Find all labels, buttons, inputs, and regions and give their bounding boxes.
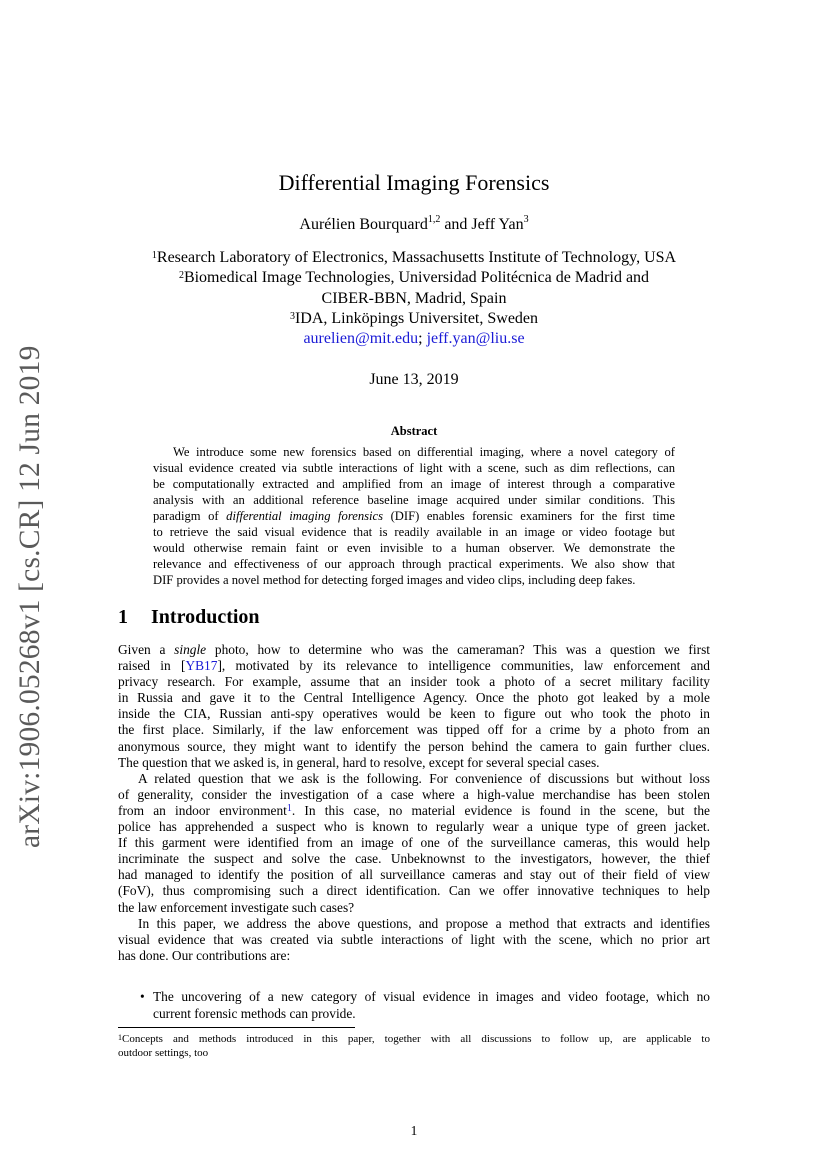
text-run: (DIF) enables forensic examiners for the first time [383,509,675,523]
abstract-line: to retrieve the said visual evidence that is readily available in an image or video footage but [153,525,675,539]
bullet-line: The uncovering of a new category of visual evidence in images and video footage, which no [153,989,710,1004]
body-line: incriminate the suspect and solve the case. Unbeknownst to the investigators, however, the thief [118,851,710,867]
affiliation-line: Biomedical Image Technologies, Universidad Politécnica de Madrid and [183,269,650,287]
affiliation-line: Research Laboratory of Electronics, Massachusetts Institute of Technology, USA [156,249,677,266]
affiliation-mark: 1 [151,250,157,261]
emphasis: differential imaging forensics [226,509,384,523]
bullet-icon: • [140,989,145,1004]
abstract-line: We introduce some new forensics based on differential imaging, where a novel category of [173,445,675,459]
body-line: visual evidence that was created via subtle interactions of light with the scene, which no prior art [118,931,710,947]
abstract-line: DIF provides a novel method for detecting forged images and video clips, including deep fakes. [153,573,636,587]
affiliation-mark: 2 [178,270,184,282]
text-run: Concepts and methods introduced in this paper, together with all discussions to follow up, are applicable to [122,1033,710,1045]
text-run: paradigm of [153,509,227,523]
affiliation-mark: 3 [289,310,295,322]
body-line: in Russia and gave it to the Central Intelligence Agency. Once the photo got leaked by a mole [118,690,710,706]
text-run: from an indoor environment [118,802,287,818]
emphasis: single [174,642,207,657]
body-line: anonymous source, they might want to identify the person behind the camera to gain further clues. [118,738,710,754]
body-line: In this paper, we address the above questions, and propose a method that extracts and identifies [138,915,710,931]
body-line: A related question that we ask is the following. For convenience of discussions but without loss [138,770,710,786]
body-line: has done. Our contributions are: [118,947,291,963]
body-line: (FoV), thus compromising such a direct identification. Can we offer innovative techniques to help [118,883,710,899]
text-run: photo, how to determine who was the cameraman? This was a question we first [206,642,710,657]
bullet-line: current forensic methods can provide. [153,1006,356,1021]
footnote-mark[interactable]: 1 [286,802,292,814]
text-run: raised in [ [118,658,186,674]
footnote-line: outdoor settings, too [118,1047,209,1059]
abstract-line: visual evidence created via subtle interactions of light with a scene, such as dim reflections, can [153,461,675,475]
abstract-line [153,508,675,524]
page-number: 1 [410,1123,418,1138]
abstract-line: analysis with an additional reference baseline image acquired under similar conditions. This [153,493,675,507]
body-line: The question that we asked is, in general, hard to resolve, except for several special cases. [118,754,600,770]
text-run: ], motivated by its relevance to intelligence communities, law enforcement and [217,658,710,674]
body-line: privacy research. For example, assume that an insider took a photo of a secret military facility [118,674,710,690]
section-heading [118,606,260,629]
body-line: If this garment were identified from an image of one of the surveillance cameras, this would help [118,835,710,851]
footnote-line [118,1032,710,1046]
abstract-heading: Abstract [390,424,438,438]
body-line: had managed to identify the position of all surveillance cameras and stay out of their field of view [118,867,710,883]
affiliations [118,248,710,349]
section-number: 1 [118,606,128,628]
body-line [118,658,710,674]
body-line [118,642,710,658]
abstract-line: be computationally extracted and amplified from an image of interest through a comparative [153,477,675,491]
body-line [118,803,710,819]
abstract-line: relevance and effectiveness of our approach through practical experiments. We also show that [153,557,675,571]
body-line: police has apprehended a suspect who is known to regularly wear a unique type of green jacket. [118,819,710,835]
author-line [118,216,710,234]
author-affiliation-mark: 1,2 [427,214,441,225]
abstract-line: would otherwise remain faint or even invisible to a human observer. We demonstrate the [153,541,675,555]
email-separator: ; [418,330,427,348]
author-name: Aurélien Bourquard [299,216,428,233]
body-line: the law enforcement investigate such cases? [118,899,355,915]
intro-body [118,642,710,964]
paper-date: June 13, 2019 [369,371,459,388]
section-title: Introduction [151,606,260,628]
paper-title: Differential Imaging Forensics [278,170,550,195]
text-run: Given a [118,642,175,657]
body-line: of generality, consider the investigation of a case where a high-value merchandise has been stolen [118,786,710,802]
body-line: the first place. Similarly, if the law enforcement was tipped off for a crime by a photo from an [118,722,710,738]
text-run: . In this case, no material evidence is found in the scene, but the [291,802,710,818]
affiliation-line: IDA, Linköpings Universitet, Sweden [294,309,539,327]
email-link[interactable]: aurelien@mit.edu [303,330,419,348]
citation-link[interactable]: YB17 [185,658,218,674]
body-line: inside the CIA, Russian anti-spy operatives would be keen to figure out who took the photo in [118,706,710,722]
author-name: Jeff Yan [471,216,524,233]
footnote [118,1032,710,1060]
contribution-list-item [140,988,710,1022]
author-affiliation-mark: 3 [523,214,529,225]
author-separator: and [440,216,472,233]
affiliation-line: CIBER-BBN, Madrid, Spain [321,289,507,307]
arxiv-side-stamp: arXiv:1906.05268v1 [cs.CR] 12 Jun 2019 [14,345,46,848]
footnote-rule [118,1027,355,1028]
abstract-body [153,444,675,588]
footnote-number: 1 [118,1033,122,1042]
email-link[interactable]: jeff.yan@liu.se [426,330,525,348]
